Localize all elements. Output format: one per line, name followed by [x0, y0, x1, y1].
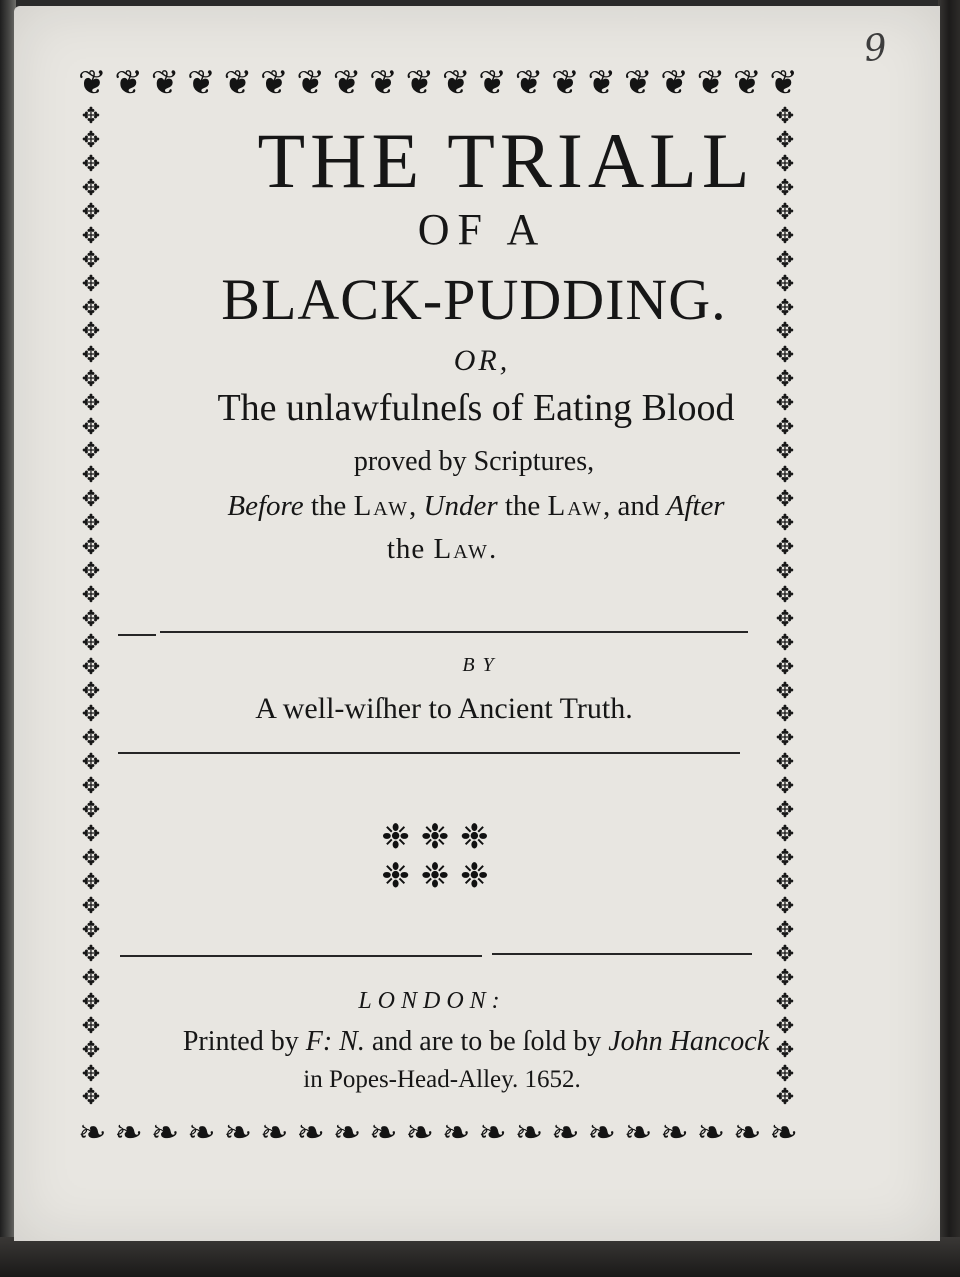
fleuron-icon: ❦ — [78, 63, 107, 103]
fleuron-icon: ❧ — [296, 1113, 325, 1153]
fleuron-icon: ❦ — [332, 63, 362, 103]
word-and: , and — [602, 490, 667, 522]
fleuron-icon: ❦ — [587, 63, 616, 103]
fleuron-icon: ✥ — [775, 1013, 795, 1039]
fleuron-icon: ✥ — [775, 199, 795, 225]
fleuron-icon: ✥ — [81, 439, 101, 465]
fleuron-icon: ✥ — [81, 822, 101, 848]
fleuron-icon: ✥ — [775, 941, 795, 967]
imprint-city: LONDON: — [358, 988, 506, 1014]
fleuron-icon: ✥ — [775, 726, 795, 752]
fleuron-icon: ✥ — [81, 510, 101, 536]
fleuron-icon: ✥ — [81, 1013, 101, 1039]
fleuron-icon: ✥ — [775, 846, 795, 872]
fleuron-icon: ❧ — [187, 1113, 216, 1153]
fleuron-icon: ✥ — [81, 175, 101, 201]
fleuron-icon: ❦ — [551, 63, 580, 103]
fleuron-icon: ❧ — [478, 1113, 507, 1153]
word-the: the — [386, 533, 434, 565]
fleuron-icon: ❦ — [223, 63, 253, 103]
fleuron-icon: ✥ — [81, 367, 101, 393]
fleuron-icon: ✥ — [775, 678, 795, 704]
fleuron-icon: ✥ — [775, 870, 795, 895]
fleuron-icon: ✥ — [775, 295, 795, 321]
title-line-2: OF A — [417, 205, 547, 254]
fleuron-icon: ❉ — [420, 817, 450, 857]
fleuron-icon: ❧ — [369, 1113, 398, 1153]
fleuron-icon: ✥ — [81, 295, 101, 321]
author-line: A well-wiſher to Ancient Truth. — [255, 692, 633, 725]
fleuron-icon: ✥ — [81, 391, 101, 417]
fleuron-icon: ✥ — [775, 774, 795, 800]
border-top — [78, 60, 798, 106]
fleuron-icon: ✥ — [81, 798, 101, 824]
fleuron-icon: ✥ — [81, 1061, 101, 1087]
subtitle-line-2: proved by Scriptures, — [353, 446, 595, 477]
imprint-line-2: in Popes-Head-Alley. 1652. — [303, 1066, 581, 1093]
title-line-1: THE TRIALL — [257, 117, 755, 204]
fleuron-icon: ✥ — [775, 271, 795, 297]
fleuron-icon: ✥ — [81, 415, 101, 441]
fleuron-icon: ❧ — [259, 1113, 289, 1153]
fleuron-icon: ❦ — [187, 63, 216, 103]
fleuron-icon: ✥ — [81, 247, 101, 273]
subtitle-line-4 — [0, 533, 922, 566]
bookseller-name: John Hancock — [608, 1026, 770, 1057]
fleuron-icon: ✥ — [81, 941, 101, 967]
fleuron-icon: ❉ — [460, 817, 489, 857]
sold-by: and are to be ſold by — [364, 1026, 609, 1057]
rule-1-left — [118, 634, 156, 636]
fleuron-icon: ❧ — [223, 1113, 253, 1153]
fleuron-icon: ✥ — [81, 1037, 101, 1063]
fleuron-icon: ❧ — [332, 1113, 362, 1153]
word-law: Law — [353, 490, 409, 522]
fleuron-icon: ✥ — [775, 367, 795, 393]
fleuron-icon: ❧ — [514, 1113, 544, 1153]
fleuron-icon: ❧ — [587, 1113, 616, 1153]
fleuron-icon: ✥ — [81, 606, 101, 632]
fleuron-icon: ✥ — [775, 630, 795, 656]
fleuron-icon: ✥ — [775, 510, 795, 536]
border-bottom — [78, 1110, 798, 1156]
word-the: the — [497, 490, 548, 522]
imprint-line-1 — [0, 1026, 956, 1058]
fleuron-icon: ✥ — [775, 106, 795, 129]
fleuron-icon: ✥ — [775, 965, 795, 991]
fleuron-icon: ✥ — [81, 151, 101, 177]
fleuron-icon: ❧ — [405, 1113, 435, 1153]
fleuron-icon: ✥ — [775, 582, 795, 608]
fleuron-icon: ❦ — [623, 63, 653, 103]
fleuron-icon: ❉ — [460, 856, 489, 896]
fleuron-icon: ❦ — [769, 63, 798, 103]
fleuron-icon: ✥ — [775, 702, 795, 728]
fleuron-icon: ✥ — [775, 750, 795, 776]
fleuron-icon: ✥ — [81, 846, 101, 872]
fleuron-icon: ✥ — [775, 606, 795, 632]
word-law: Law — [547, 490, 603, 522]
fleuron-icon: ✥ — [81, 774, 101, 800]
fleuron-icon: ❉ — [381, 856, 410, 896]
fleuron-icon: ✥ — [81, 319, 101, 345]
fleuron-icon: ✥ — [81, 630, 101, 656]
fleuron-icon: ✥ — [81, 271, 101, 297]
fleuron-icon: ✥ — [775, 917, 795, 943]
word-after: After — [666, 490, 725, 522]
fleuron-icon: ✥ — [81, 127, 101, 153]
fleuron-icon: ❦ — [296, 63, 325, 103]
fleuron-icon: ❧ — [733, 1113, 762, 1153]
fleuron-icon: ❦ — [478, 63, 507, 103]
fleuron-icon: ❦ — [660, 63, 689, 103]
fleuron-icon: ❧ — [623, 1113, 653, 1153]
fleuron-icon: ❦ — [369, 63, 398, 103]
fleuron-icon: ✥ — [81, 750, 101, 776]
fleuron-icon: ✥ — [81, 487, 101, 512]
comma: , — [409, 490, 424, 522]
rule-3-right — [492, 953, 752, 955]
word-law: Law — [433, 533, 489, 565]
fleuron-icon: ❧ — [696, 1113, 726, 1153]
fleuron-icon: ✥ — [775, 415, 795, 441]
printer-name: F: N. — [305, 1026, 365, 1057]
word-under: Under — [423, 490, 498, 522]
fleuron-icon: ❧ — [114, 1113, 143, 1153]
fleuron-icon: ✥ — [775, 247, 795, 273]
fleuron-icon: ❦ — [259, 63, 289, 103]
fleuron-icon: ✥ — [81, 463, 101, 489]
fleuron-icon: ✥ — [775, 893, 795, 919]
fleuron-icon: ✥ — [775, 223, 795, 249]
fleuron-icon: ❦ — [441, 63, 471, 103]
fleuron-icon: ✥ — [775, 1085, 795, 1110]
subtitle-line-3 — [0, 487, 956, 523]
word-before: Before — [227, 490, 304, 522]
fleuron-icon: ✥ — [81, 106, 101, 129]
fleuron-icon: ❧ — [150, 1113, 180, 1153]
period: . — [488, 533, 498, 565]
fleuron-icon: ✥ — [775, 439, 795, 465]
fleuron-icon: ❦ — [405, 63, 435, 103]
fleuron-icon: ✥ — [775, 463, 795, 489]
word-the: the — [303, 490, 354, 522]
fleuron-icon: ✥ — [81, 917, 101, 943]
fleuron-icon: ✥ — [775, 487, 795, 512]
fleuron-icon: ❧ — [551, 1113, 580, 1153]
border-left — [78, 106, 104, 1110]
fleuron-icon: ✥ — [775, 1061, 795, 1087]
fleuron-icon: ✥ — [775, 319, 795, 345]
fleuron-icon: ✥ — [81, 965, 101, 991]
fleuron-icon: ❦ — [114, 63, 143, 103]
fleuron-icon: ❧ — [769, 1113, 798, 1153]
fleuron-icon: ✥ — [81, 654, 101, 680]
fleuron-icon: ✥ — [81, 702, 101, 728]
fleuron-icon: ✥ — [81, 223, 101, 249]
fleuron-icon: ✥ — [81, 558, 101, 584]
printer-ornament — [376, 818, 494, 896]
title-line-3: BLACK-PUDDING. — [221, 267, 727, 332]
rule-3-left — [120, 955, 482, 957]
fleuron-icon: ❦ — [733, 63, 762, 103]
fleuron-icon: ✥ — [81, 343, 101, 369]
fleuron-icon: ✥ — [775, 989, 795, 1015]
fleuron-icon: ✥ — [81, 870, 101, 895]
fleuron-icon: ✥ — [81, 199, 101, 225]
fleuron-icon: ✥ — [81, 726, 101, 752]
margin-pencil-note: 9 — [861, 26, 889, 71]
fleuron-icon: ✥ — [775, 1037, 795, 1063]
fleuron-icon: ❉ — [381, 817, 410, 857]
fleuron-icon: ✥ — [775, 822, 795, 848]
fleuron-icon: ❉ — [420, 856, 450, 896]
fleuron-icon: ✥ — [775, 391, 795, 417]
fleuron-icon: ❧ — [441, 1113, 471, 1153]
border-right — [772, 106, 798, 1110]
fleuron-icon: ✥ — [81, 989, 101, 1015]
fleuron-icon: ✥ — [81, 534, 101, 560]
fleuron-icon: ✥ — [775, 127, 795, 153]
fleuron-icon: ✥ — [775, 175, 795, 201]
fleuron-icon: ✥ — [81, 678, 101, 704]
fleuron-icon: ✥ — [775, 343, 795, 369]
fleuron-icon: ✥ — [81, 582, 101, 608]
fleuron-icon: ✥ — [775, 558, 795, 584]
book-edge-bottom — [0, 1237, 960, 1277]
fleuron-icon: ✥ — [775, 151, 795, 177]
rule-1-right — [160, 631, 748, 633]
fleuron-icon: ❦ — [514, 63, 544, 103]
or-line: OR, — [453, 344, 511, 377]
rule-2 — [118, 752, 740, 754]
fleuron-icon: ❧ — [78, 1113, 107, 1153]
fleuron-icon: ❦ — [696, 63, 726, 103]
fleuron-icon: ✥ — [81, 1085, 101, 1110]
fleuron-icon: ✥ — [775, 654, 795, 680]
by-line: BY — [462, 654, 502, 676]
fleuron-icon: ✥ — [775, 798, 795, 824]
fleuron-icon: ✥ — [81, 893, 101, 919]
printed-by: Printed by — [182, 1026, 306, 1057]
fleuron-icon: ✥ — [775, 534, 795, 560]
subtitle-line-1: The unlawfulneſs of Eating Blood — [217, 387, 735, 429]
fleuron-icon: ❧ — [660, 1113, 689, 1153]
fleuron-icon: ❦ — [150, 63, 180, 103]
